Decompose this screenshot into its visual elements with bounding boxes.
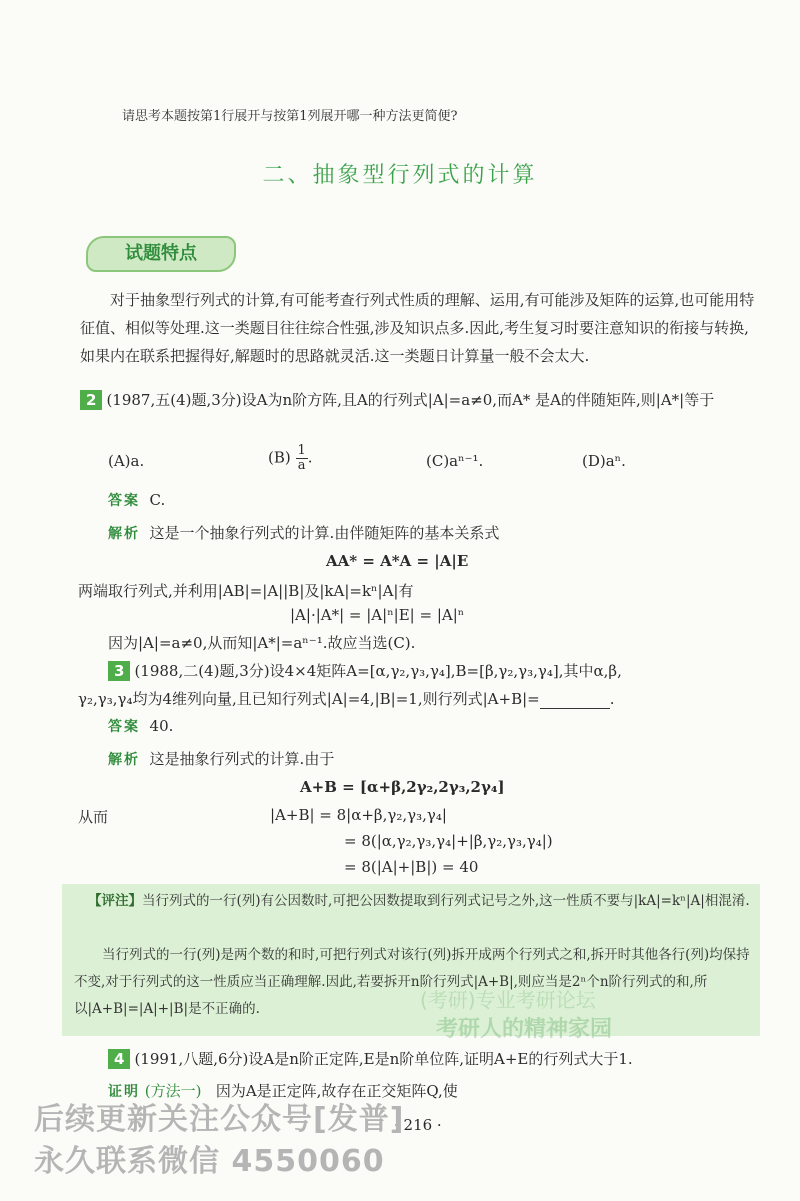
q4-method: (方法一) (144, 1082, 202, 1100)
watermark-faded: (考研)专业考研论坛 (420, 988, 596, 1012)
q3-number: 3 (108, 661, 130, 681)
q2-option-b-fraction (296, 444, 308, 473)
q2-answer-tag: 答案 (108, 493, 140, 509)
q3-stem-line-1 (108, 660, 622, 681)
q2-option-b (268, 444, 313, 473)
q3-answer: 40. (149, 717, 174, 735)
q2-analysis-row (108, 522, 499, 543)
q2-conclusion: 因为|A|=a≠0,从而知|A*|=aⁿ⁻¹.故应当选(C). (108, 634, 416, 652)
q3-equation-2: |A+B| = 8|α+β,γ₂,γ₃,γ₄| (270, 806, 447, 824)
q3-answer-row (108, 716, 173, 736)
q2-number: 2 (80, 390, 102, 410)
q4-stem-text: (1991,八题,6分)设A是n阶正定阵,E是n阶单位阵,证明A+E的行列式大于1. (134, 1050, 633, 1068)
q3-stem-2: γ₂,γ₃,γ₄均为4维列向量,且已知行列式|A|=4,|B|=1,则行列式|A+B|= (78, 690, 540, 708)
q2-analysis-tag: 解析 (108, 526, 140, 542)
q2-stem-text: (1987,五(4)题,3分)设A为n阶方阵,且A的行列式|A|=a≠0,而A* 是A的伴随矩阵,则|A*|等于 (106, 391, 715, 409)
q2-option-d: (D)aⁿ. (582, 452, 626, 470)
q3-analysis-tag: 解析 (108, 752, 140, 768)
q2-line-2: 两端取行列式,并利用|AB|=|A||B|及|kA|=kⁿ|A|有 (78, 582, 414, 600)
page-number: · 216 · (394, 1116, 442, 1134)
q3-analysis-row (108, 748, 334, 769)
q3-equation-3: = 8(|α,γ₂,γ₃,γ₄|+|β,γ₂,γ₃,γ₄|) (344, 832, 553, 850)
q4-stem (108, 1048, 633, 1069)
q2-option-b-prefix: (B) (268, 448, 291, 467)
q2-option-c: (C)aⁿ⁻¹. (426, 452, 484, 470)
q3-stem-1: (1988,二(4)题,3分)设4×4矩阵A=[α,γ₂,γ₃,γ₄],B=[β,γ₂,γ₃,γ₄],其中α,β, (134, 662, 622, 680)
q3-answer-tag: 答案 (108, 719, 140, 735)
bottom-watermark-line-1: 后续更新关注公众号[发普] (34, 1102, 405, 1137)
q2-equation-1: AA* = A*A = |A|E (326, 552, 469, 570)
q2-option-b-numerator: 1 (297, 443, 306, 458)
q2-equation-2: |A|·|A*| = |A|ⁿ|E| = |A|ⁿ (290, 606, 465, 624)
q3-equation-1: A+B = [α+β,2γ₂,2γ₃,2γ₄] (300, 778, 505, 796)
q4-proof-tag: 证明 (108, 1084, 140, 1100)
q2-stem (80, 386, 760, 414)
q3-from: 从而 (78, 808, 109, 826)
q2-option-b-denominator: a (297, 458, 306, 473)
comment-paragraph-1 (74, 888, 756, 915)
comment-p1: 当行列式的一行(列)有公因数时,可把公因数提取到行列式记号之外,这一性质不要与|kA|=kⁿ|A|相混淆. (142, 893, 750, 909)
intro-paragraph: 对于抽象型行列式的计算,有可能考查行列式性质的理解、运用,有可能涉及矩阵的运算,也可能用特征值、相似等处理.这一类题目往往综合性强,涉及知识点多.因此,考生复习时要注意知识的衔接与转换,如果内在联系把握得好,解题时的思路就灵活.这一类题日计算量一般不会太大. (80, 291, 755, 365)
section-title: 二、抽象型行列式的计算 (262, 163, 538, 188)
q2-option-a: (A)a. (108, 452, 145, 470)
top-note: 请思考本题按第1行展开与按第1列展开哪一种方法更简便? (122, 109, 458, 124)
q4-proof-text: 因为A是正定阵,故存在正交矩阵Q,使 (215, 1082, 458, 1100)
q2-analysis: 这是一个抽象行列式的计算.由伴随矩阵的基本关系式 (149, 524, 500, 542)
q2-answer: C. (149, 491, 166, 509)
q4-number: 4 (108, 1049, 130, 1069)
q3-analysis: 这是抽象行列式的计算.由于 (149, 750, 335, 768)
q2-answer-row (108, 490, 165, 510)
q3-answer-blank (540, 694, 610, 709)
watermark-forum: 考研人的精神家园 (436, 1017, 613, 1042)
q3-equation-4: = 8(|A|+|B|) = 40 (344, 858, 479, 876)
comment-label: 【评注】 (88, 893, 142, 909)
bottom-watermark-line-2: 永久联系微信 4550060 (34, 1144, 385, 1179)
q3-stem-line-2 (78, 688, 615, 709)
feature-label: 试题特点 (86, 236, 236, 272)
q2-option-b-suffix: . (307, 448, 313, 467)
comment-paragraph-2: 当行列式的一行(列)是两个数的和时,可把行列式对该行(列)拆开成两个行列式之和,拆开时其他各行(列)均保持不变,对于行列式的这一性质应当正确理解.因此,若要拆开n阶行列式|A+B|,则应当是2ⁿ个n阶行列式的和,所以|A+B|=|A|+|B|是不正确的. (74, 947, 750, 1017)
q3-stem-2-end: . (609, 690, 615, 708)
